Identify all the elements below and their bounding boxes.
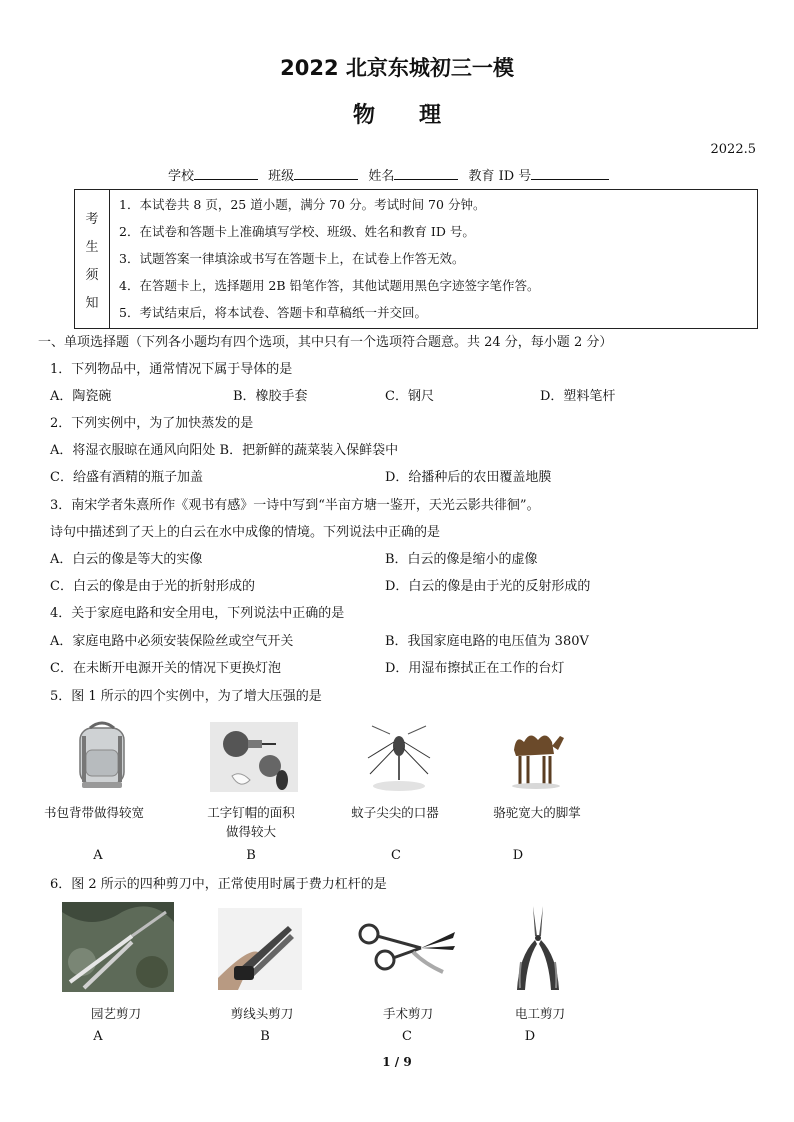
- figure1-label-d: D: [512, 848, 524, 863]
- figure2-caption-a: 园艺剪刀: [90, 1006, 141, 1021]
- figure1-caption-b-line2: 做得较大: [225, 824, 276, 839]
- question-2-stem: 2．下列实例中，为了加快蒸发的是: [50, 416, 254, 431]
- section-heading: 一、单项选择题（下列各小题均有四个选项，其中只有一个选项符合题意。共 24 分，每小题 2 分）: [38, 335, 613, 350]
- figure1-label-a: A: [93, 848, 103, 863]
- subject-title: 物理: [352, 102, 485, 128]
- figure2-label-c: C: [402, 1029, 412, 1044]
- thumbtack-image: [210, 722, 298, 792]
- id-blank[interactable]: [531, 167, 609, 180]
- q1-option-a: A．陶瓷碗: [50, 389, 112, 404]
- q4-option-c: C．在未断开电源开关的情况下更换灯泡: [50, 661, 281, 676]
- figure1-caption-a: 书包背带做得较宽: [44, 805, 145, 820]
- notice-item: 2．在试卷和答题卡上准确填写学校、班级、姓名和教育 ID 号。: [119, 224, 475, 239]
- q3-option-d: D．白云的像是由于光的反射形成的: [385, 579, 591, 594]
- figure1-label-c: C: [391, 848, 401, 863]
- q4-option-a: A．家庭电路中必须安装保险丝或空气开关: [50, 634, 294, 649]
- q1-option-c: C．钢尺: [385, 389, 434, 404]
- backpack-image: [70, 718, 138, 794]
- student-info-line: [168, 165, 615, 184]
- question-4-stem: 4．关于家庭电路和安全用电，下列说法中正确的是: [50, 606, 345, 621]
- mosquito-image: [364, 718, 434, 794]
- name-label: 姓名: [368, 169, 395, 184]
- question-6-stem: 6．图 2 所示的四种剪刀中，正常使用时属于费力杠杆的是: [50, 877, 387, 892]
- q2-option-ab: A．将湿衣服晾在通风向阳处 B．把新鲜的蔬菜装入保鲜袋中: [50, 443, 399, 458]
- question-5-stem: 5．图 1 所示的四个实例中，为了增大压强的是: [50, 689, 322, 704]
- electrician-scissors-image: [505, 902, 571, 994]
- notice-item: 4．在答题卡上，选择题用 2B 铅笔作答，其他试题用黑色字迹签字笔作答。: [119, 278, 540, 293]
- question-3-stem-cont: 诗句中描述到了天上的白云在水中成像的情境。下列说法中正确的是: [50, 525, 441, 540]
- surgical-scissors-image: [355, 912, 459, 988]
- question-1-stem: 1．下列物品中，通常情况下属于导体的是: [50, 362, 293, 377]
- q1-option-d: D．塑料笔杆: [540, 389, 616, 404]
- q3-option-c: C．白云的像是由于光的折射形成的: [50, 579, 255, 594]
- figure1-caption-d: 骆驼宽大的脚掌: [493, 805, 581, 820]
- figure2-label-b: B: [260, 1029, 270, 1044]
- figure1-caption-b: 工字钉帽的面积: [207, 805, 295, 820]
- figure2-caption-d: 电工剪刀: [514, 1006, 565, 1021]
- id-label: 教育 ID 号: [468, 169, 532, 184]
- notice-heading-char: 考: [85, 212, 99, 227]
- thread-scissors-image: [218, 908, 302, 990]
- figure2-caption-c: 手术剪刀: [382, 1006, 433, 1021]
- page-title: 2022 北京东城初三一模: [280, 56, 514, 80]
- notice-item: 1．本试卷共 8 页，25 道小题，满分 70 分。考试时间 70 分钟。: [119, 197, 486, 212]
- figure2-label-d: D: [524, 1029, 536, 1044]
- notice-heading-char: 须: [85, 268, 99, 283]
- notice-item: 5．考试结束后，将本试卷、答题卡和草稿纸一并交回。: [119, 305, 427, 320]
- notice-item: 3．试题答案一律填涂或书写在答题卡上，在试卷上作答无效。: [119, 251, 465, 266]
- q3-option-b: B．白云的像是缩小的虚像: [385, 552, 538, 567]
- exam-date: 2022.5: [710, 142, 756, 157]
- q4-option-d: D．用湿布擦拭正在工作的台灯: [385, 661, 565, 676]
- q2-option-c: C．给盛有酒精的瓶子加盖: [50, 470, 203, 485]
- notice-heading: [75, 190, 110, 328]
- class-label: 班级: [268, 169, 295, 184]
- question-3-stem: 3．南宋学者朱熹所作《观书有感》一诗中写到“半亩方塘一鉴开，天光云影共徘徊”。: [50, 498, 540, 513]
- q4-option-b: B．我国家庭电路的电压值为 380V: [385, 634, 589, 649]
- camel-image: [506, 720, 568, 792]
- figure1-caption-c: 蚊子尖尖的口器: [351, 805, 439, 820]
- exam-notice-box: [74, 189, 758, 329]
- q2-option-d: D．给播种后的农田覆盖地膜: [385, 470, 552, 485]
- class-blank[interactable]: [294, 167, 358, 180]
- page-number: 1 / 9: [382, 1055, 412, 1069]
- q1-option-b: B．橡胶手套: [233, 389, 308, 404]
- q3-option-a: A．白云的像是等大的实像: [50, 552, 203, 567]
- figure2-caption-b: 剪线头剪刀: [230, 1006, 294, 1021]
- garden-shears-image: [62, 902, 174, 992]
- name-blank[interactable]: [394, 167, 458, 180]
- school-label: 学校: [168, 169, 195, 184]
- figure2-label-a: A: [93, 1029, 103, 1044]
- notice-heading-char: 知: [85, 296, 99, 311]
- notice-heading-char: 生: [85, 240, 99, 255]
- figure1-label-b: B: [246, 848, 256, 863]
- school-blank[interactable]: [194, 167, 258, 180]
